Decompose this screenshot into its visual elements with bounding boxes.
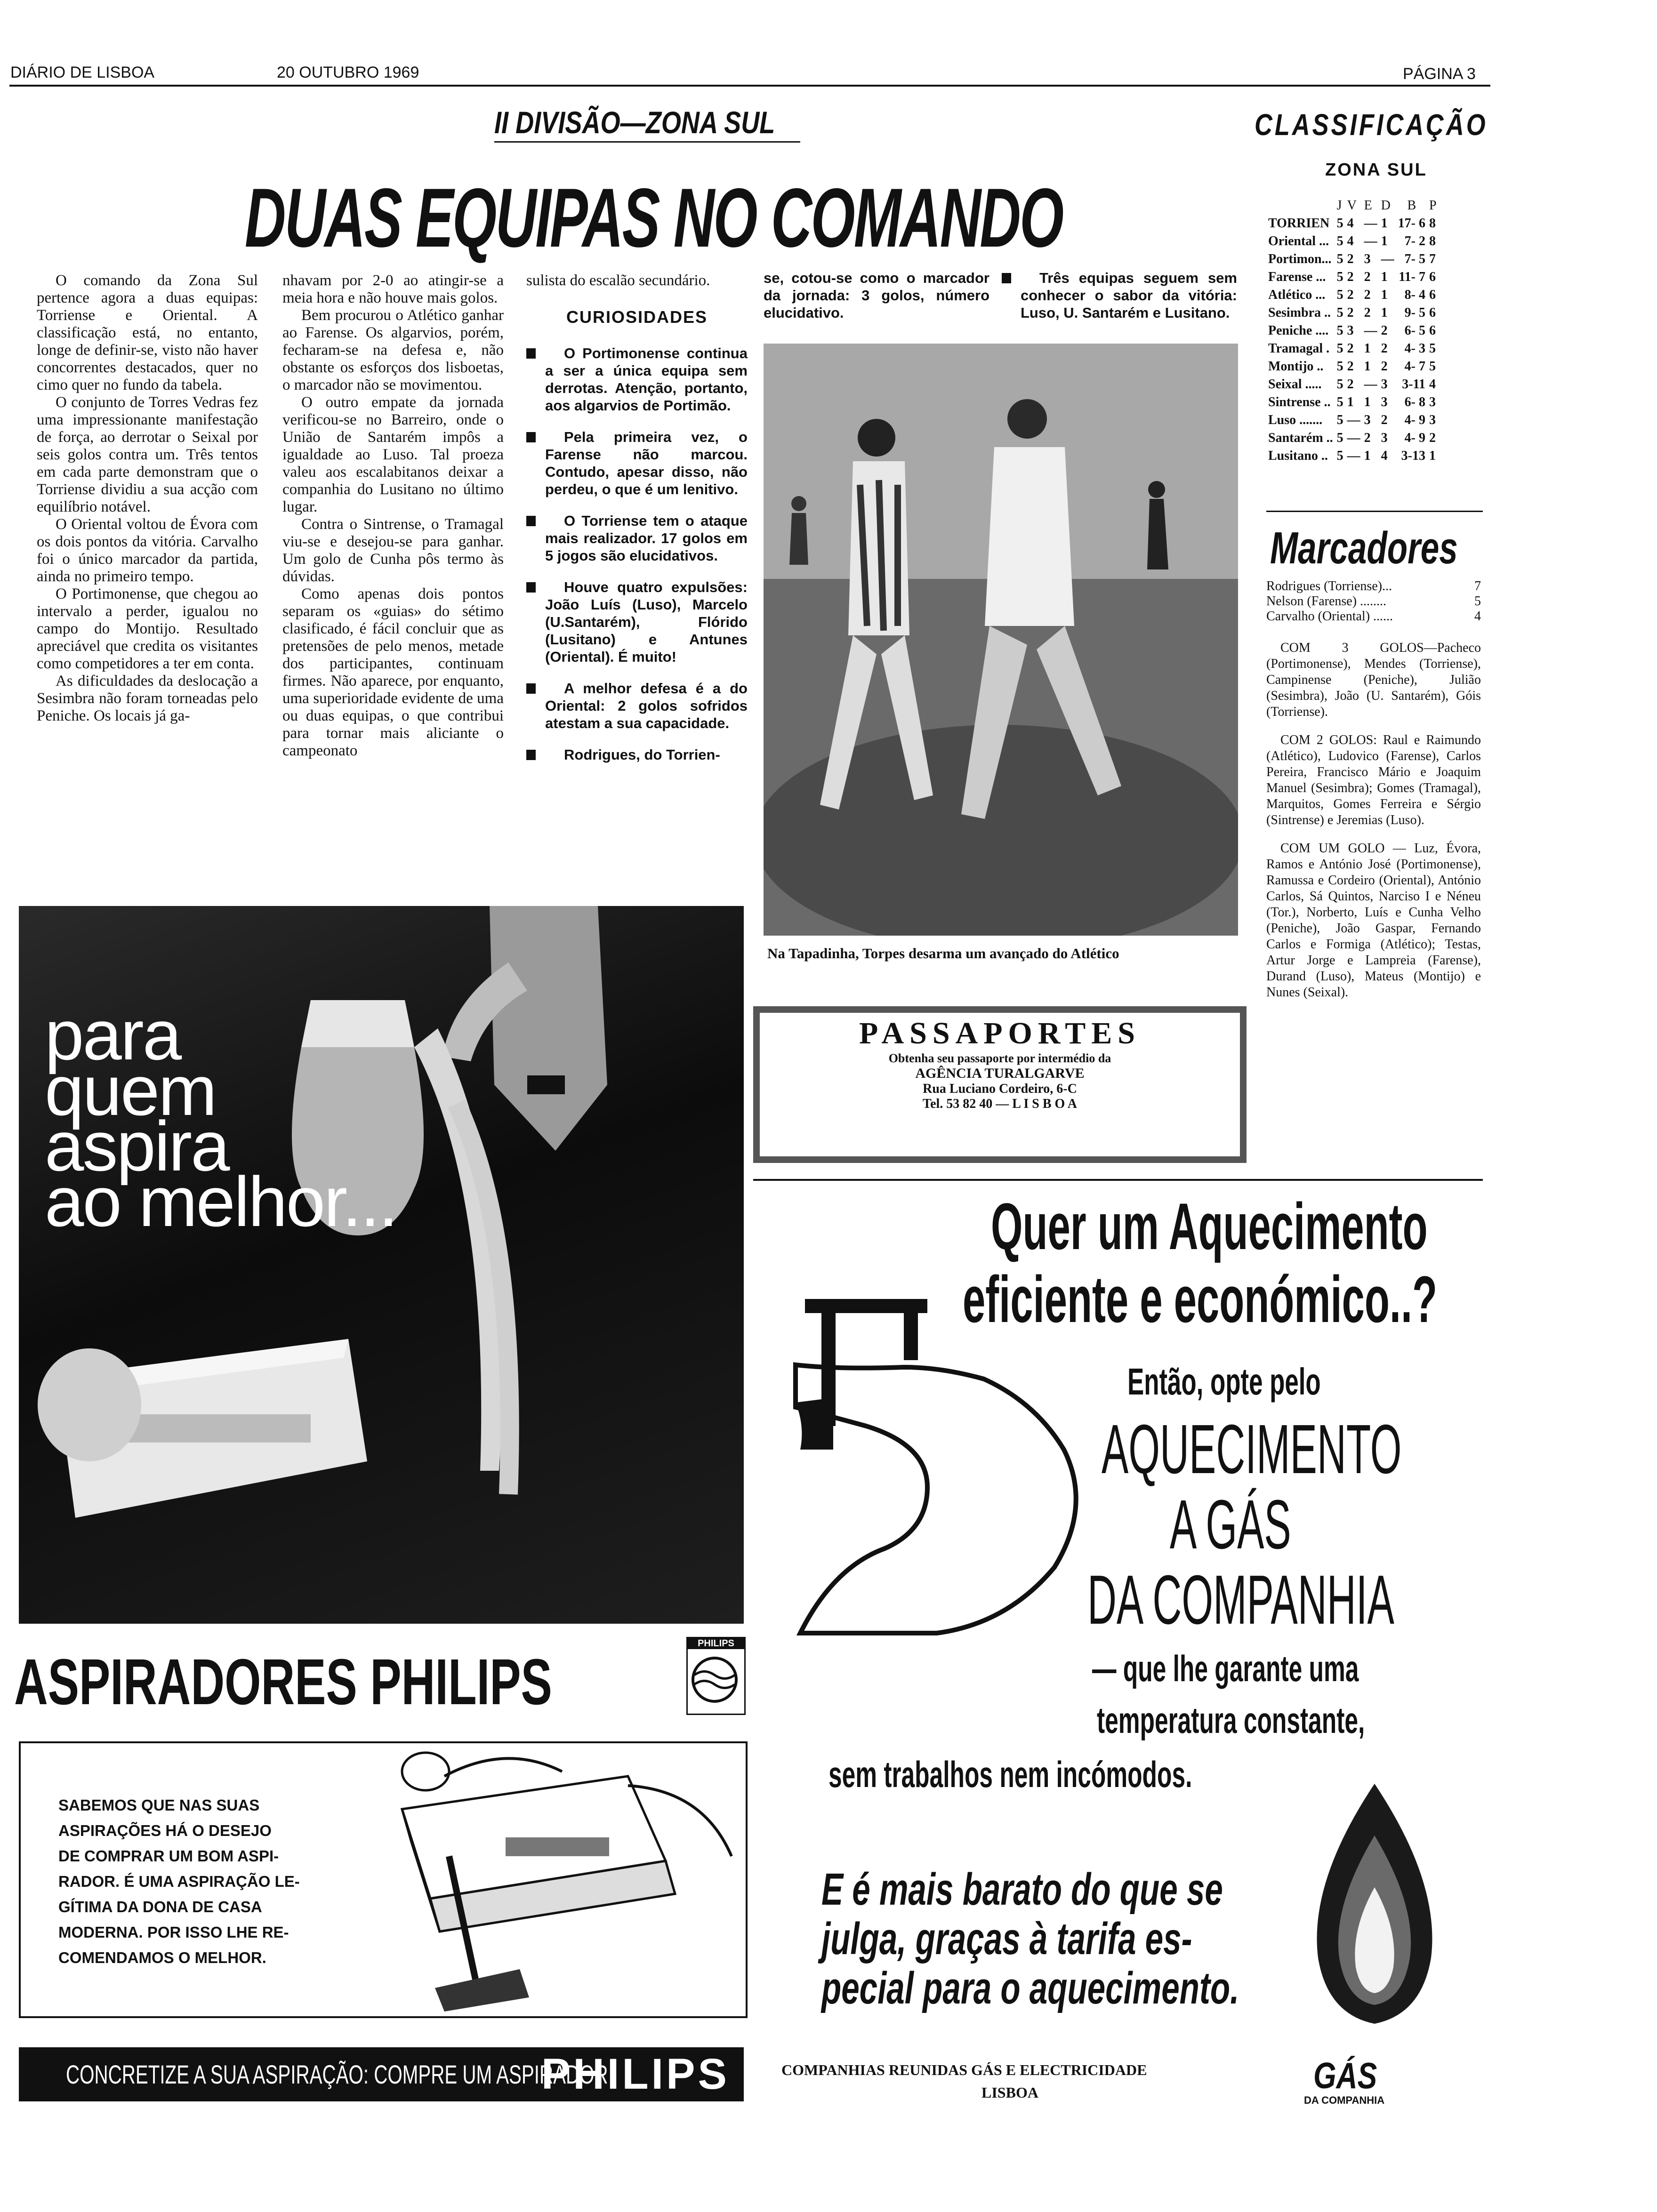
table-cell: 4- 3 (1404, 341, 1425, 356)
team-name: Montijo .. (1268, 359, 1324, 374)
gas-big-1: AQUECIMENTO (1102, 1411, 1402, 1488)
table-cell: 4 (1429, 377, 1436, 392)
scorer-name: Rodrigues (Torriense)... (1266, 579, 1392, 593)
table-cell: 2 (1347, 288, 1354, 302)
scorer-goals: 7 (1474, 579, 1481, 593)
body-line: MODERNA. POR ISSO LHE RE- (58, 1923, 289, 1941)
table-cell: 4- 9 (1404, 431, 1425, 445)
table-cell: 6 (1429, 270, 1436, 284)
article-column-1 (37, 272, 258, 725)
standings-subtitle: ZONA SUL (1325, 160, 1427, 180)
table-cell: 2 (1347, 359, 1354, 374)
table-cell: 1 (1381, 234, 1388, 248)
table-cell: 5 (1336, 413, 1343, 427)
table-cell: 2 (1347, 377, 1354, 392)
table-row (1266, 232, 1439, 250)
passport-title: PASSAPORTES (859, 1016, 1141, 1050)
table-cell: 5 (1336, 449, 1343, 463)
paragraph: sulista do escalão secundário. (526, 272, 710, 289)
table-cell: 6 (1429, 288, 1436, 302)
team-name: Santarém .. (1268, 431, 1333, 445)
table-cell: 2 (1347, 270, 1354, 284)
table-cell: 5 (1336, 234, 1343, 248)
table-cell: 3-11 (1402, 377, 1425, 392)
table-cell: — (1347, 449, 1360, 463)
table-cell: — (1364, 234, 1377, 248)
table-cell: 2 (1364, 431, 1371, 445)
table-cell: 3-13 (1401, 449, 1425, 463)
body-line: RADOR. É UMA ASPIRAÇÃO LE- (58, 1873, 300, 1890)
table-cell: — (1347, 431, 1360, 445)
photo-caption: Na Tapadinha, Torpes desarma um avançado do Atlético (767, 945, 1119, 962)
table-cell: 2 (1381, 323, 1388, 338)
column-header: J (1336, 198, 1342, 213)
philips-footer-brand: PHILIPS (541, 2050, 730, 2098)
scorers-title: Marcadores (1270, 523, 1458, 573)
table-cell: 7- 5 (1404, 252, 1425, 266)
team-name: Portimon... (1268, 252, 1332, 266)
team-name: Peniche .... (1268, 323, 1329, 338)
table-cell: 5 (1336, 359, 1343, 374)
table-cell: 5 (1336, 270, 1343, 284)
body-line: DE COMPRAR UM BOM ASPI- (58, 1847, 279, 1865)
philips-logo-text: PHILIPS (688, 1638, 744, 1649)
table-cell: 5 (1336, 288, 1343, 302)
paragraph: se, cotou-se como o marcador da jornada: 3 golos, número elucidativo. (764, 270, 989, 321)
team-name: Sesimbra .. (1268, 305, 1331, 320)
table-cell: 2 (1429, 431, 1436, 445)
article-column-2 (282, 272, 504, 760)
header-rule (9, 85, 1490, 87)
table-cell: 1 (1381, 305, 1388, 320)
philips-shield-icon (688, 1649, 741, 1710)
table-row (1266, 304, 1439, 322)
team-name: Luso ....... (1268, 413, 1323, 427)
gas-italic-2: julga, graças à tarifa es- (821, 1914, 1192, 1964)
passport-address: Rua Luciano Cordeiro, 6-C (923, 1082, 1077, 1096)
kicker-underline (494, 141, 800, 143)
table-row (1266, 268, 1439, 286)
article-column-4 (764, 269, 989, 321)
table-cell: 5 (1336, 341, 1343, 356)
philips-footer-text: CONCRETIZE A SUA ASPIRAÇÃO: COMPRE UM ASPIRADOR (66, 2060, 608, 2089)
slogan-line: quem (45, 1051, 216, 1130)
table-cell: 7 (1429, 252, 1436, 266)
slogan-line: aspira (45, 1106, 229, 1186)
table-row (1266, 376, 1439, 393)
team-name: Farense ... (1268, 270, 1326, 284)
table-cell: 2 (1364, 288, 1371, 302)
table-cell: 5 (1336, 252, 1343, 266)
list-item: O Portimonense continua a ser a única equipa sem derrotas. Atenção, portanto, aos algarvios de Portimão. (526, 345, 748, 414)
table-header-row (1266, 197, 1439, 215)
table-cell: 1 (1381, 270, 1388, 284)
philips-logo (686, 1637, 746, 1715)
scorers-list (1266, 640, 1481, 1013)
table-cell: 1 (1381, 288, 1388, 302)
table-cell: 5 (1336, 377, 1343, 392)
gas-heater-illustration (772, 1285, 1130, 1643)
team-name: Oriental ... (1268, 234, 1329, 248)
gas-question-2: eficiente e económico..? (963, 1262, 1438, 1336)
column-header: E (1364, 198, 1372, 213)
table-cell: 1 (1364, 341, 1371, 356)
scorer-goals: 5 (1474, 594, 1481, 609)
curiosities-title: CURIOSIDADES (566, 307, 708, 327)
table-cell: 7- 2 (1404, 234, 1425, 248)
gas-ad-top-rule (753, 1179, 1483, 1181)
paragraph: nhavam por 2-0 ao atingir-se a meia hora e não houve mais golos. (282, 272, 504, 306)
paper-name: DIÁRIO DE LISBOA (10, 64, 155, 81)
list-item: Três equipas seguem sem conhecer o sabor da vitória: Luso, U. Santarém e Lusitano. (1002, 269, 1237, 321)
top-scorers (1266, 579, 1481, 624)
scorer-goals: 4 (1474, 609, 1481, 624)
article-column-5 (1002, 269, 1237, 336)
list-item: Houve quatro expulsões: João Luís (Luso), Marcelo (U.Santarém), Flórido (Lusitano) e Antunes (Oriental). É muito! (526, 578, 748, 665)
table-row (1266, 447, 1439, 465)
paragraph: O outro empate da jornada verificou-se no Barreiro, onde o União de Santarém impôs a igualdade ao Luso. Tal proeza valeu aos escalabitanos deixar a companhia do Lusitano no último lugar. (282, 394, 504, 515)
table-cell: 1 (1364, 449, 1371, 463)
issue-date: 20 OUTUBRO 1969 (277, 64, 419, 81)
philips-headline: ASPIRADORES PHILIPS (14, 1646, 552, 1718)
standings-table (1266, 197, 1439, 465)
table-cell: 5 (1336, 216, 1343, 231)
slogan-line: para (45, 995, 181, 1074)
list-item: Rodrigues, do Torrien- (526, 746, 748, 763)
table-cell: 2 (1347, 305, 1354, 320)
paragraph: Bem procurou o Atlético ganhar ao Farense. Os algarvios, porém, fecharam-se na defesa e, não obstante os esforços dos lisboetas, o marcador não se movimentou. (282, 307, 504, 393)
table-cell: 6 (1429, 305, 1436, 320)
gas-tag-3: sem trabalhos nem incómodos. (828, 1754, 1192, 1795)
philips-text-box (19, 1741, 748, 2018)
passport-line: Obtenha seu passaporte por intermédio da (888, 1051, 1111, 1065)
slogan (45, 995, 397, 1241)
table-cell: 3 (1429, 413, 1436, 427)
table-row (1266, 322, 1439, 340)
body-line: COMENDAMOS O MELHOR. (58, 1949, 266, 1966)
scorer-name: Nelson (Farense) ........ (1266, 594, 1387, 609)
table-cell: — (1381, 252, 1394, 266)
vacuum-cleaner-icon (364, 1743, 741, 2012)
paragraph: O Portimonense, que chegou ao intervalo a perder, igualou no campo do Montijo. Resultado apreciável que credita os visitantes como competidores a ter em conta. (37, 585, 258, 672)
table-cell: 8 (1429, 234, 1436, 248)
standings-title: CLASSIFICAÇÃO (1255, 108, 1488, 142)
table-cell: 6 (1429, 323, 1436, 338)
paragraph: COM 2 GOLOS: Raul e Raimundo (Atlético), Ludovico (Farense), Carlos Pereira, Francisco Mário e Joaquim Manuel (Sesimbra); Gomes (Tramagal), Marquitos, Gomes Ferreira e Sérgio (Sintrense) e Jeremias (Luso). (1266, 733, 1481, 827)
standings-divider (1266, 511, 1483, 512)
table-cell: 1 (1381, 216, 1388, 231)
table-cell: 1 (1364, 395, 1371, 409)
match-photo-illustration (764, 344, 1238, 936)
table-cell: 3 (1429, 395, 1436, 409)
table-cell: 2 (1364, 270, 1371, 284)
team-name: Seixal ..... (1268, 377, 1322, 392)
table-cell: 1 (1429, 449, 1436, 463)
table-cell: 8- 4 (1404, 288, 1425, 302)
table-row (1266, 286, 1439, 304)
gas-italic-1: E é mais barato do que se (821, 1864, 1223, 1915)
table-cell: 5 (1429, 341, 1436, 356)
table-cell: — (1347, 413, 1360, 427)
gas-line-1: Então, opte pelo (1127, 1361, 1321, 1403)
gas-big-3: DA COMPANHIA (1087, 1561, 1394, 1639)
table-cell: 2 (1381, 413, 1388, 427)
gas-company: COMPANHIAS REUNIDAS GÁS E ELECTRICIDADE (781, 2061, 1147, 2078)
table-row (1266, 429, 1439, 447)
table-cell: 4 (1347, 216, 1354, 231)
curiosities-list (526, 345, 748, 763)
article-column-3 (526, 272, 748, 777)
team-name: TORRIEN (1268, 216, 1330, 231)
column-header: V (1347, 198, 1357, 213)
gas-big-2: A GÁS (1170, 1486, 1291, 1563)
team-name: Sintrense .. (1268, 395, 1331, 409)
gas-italic-3: pecial para o aquecimento. (821, 1963, 1239, 2013)
scorer-name: Carvalho (Oriental) ...... (1266, 609, 1393, 624)
table-cell: 6- 5 (1404, 323, 1425, 338)
team-name: Lusitano .. (1268, 449, 1328, 463)
table-row (1266, 411, 1439, 429)
table-cell: 5 (1429, 359, 1436, 374)
table-cell: 11- 7 (1399, 270, 1425, 284)
table-cell: 4 (1381, 449, 1388, 463)
table-cell: 4- 7 (1404, 359, 1425, 374)
table-cell: — (1364, 377, 1377, 392)
scorer-row (1266, 594, 1481, 609)
team-name: Tramagal . (1268, 341, 1330, 356)
table-cell: 2 (1347, 341, 1354, 356)
table-cell: 5 (1336, 395, 1343, 409)
paragraph: O comando da Zona Sul pertence agora a duas equipas: Torriense e Oriental. A classificação está, no entanto, longe de definir-se, visto não haver concorrentes destacados, quer no cimo quer no fundo da tabela. (37, 272, 258, 393)
table-row (1266, 250, 1439, 268)
gas-logo: GÁS (1313, 2055, 1377, 2096)
table-cell: 4- 9 (1404, 413, 1425, 427)
table-cell: 3 (1381, 395, 1388, 409)
list-item: Pela primeira vez, o Farense não marcou. Contudo, apesar disso, não perdeu, o que é um lenitivo. (526, 428, 748, 498)
article-headline: DUAS EQUIPAS NO COMANDO (245, 171, 1063, 264)
body-line: ASPIRAÇÕES HÁ O DESEJO (58, 1822, 272, 1839)
table-cell: 5 (1336, 323, 1343, 338)
gas-logo-sub: DA COMPANHIA (1304, 2094, 1385, 2106)
philips-footer (19, 2047, 744, 2101)
paragraph: Como apenas dois pontos separam os «guias» do sétimo clasificado, é fácil concluir que as pretensões de pelo menos, metade dos participantes, continuam firmes. Não aparece, por enquanto, uma superioridade evidente de uma ou duas equipas, o que contribui para tornar mais aliciante o campeonato (282, 585, 504, 759)
column-header: P (1429, 198, 1437, 213)
table-row (1266, 393, 1439, 411)
page-number: PÁGINA 3 (1403, 65, 1476, 83)
table-cell: 2 (1347, 252, 1354, 266)
list-item: O Torriense tem o ataque mais realizador. 17 golos em 5 jogos são elucidativos. (526, 512, 748, 564)
table-cell: 17- 6 (1398, 216, 1425, 231)
table-cell: 1 (1347, 395, 1354, 409)
table-cell: 2 (1381, 341, 1388, 356)
scorer-row (1266, 609, 1481, 624)
gas-flame-icon (1299, 1779, 1450, 2028)
paragraph: COM 3 GOLOS—Pacheco (Portimonense), Mendes (Torriense), Campinense (Peniche), Julião (Sesimbra), João (U. Santarém), Góis (Torriense). (1266, 641, 1481, 719)
paragraph: O Oriental voltou de Évora com os dois pontos da vitória. Carvalho foi o único marcador da partida, ainda no primeiro tempo. (37, 516, 258, 585)
slogan-line: ao melhor... (45, 1162, 397, 1241)
table-row (1266, 358, 1439, 376)
gas-question-1: Quer um Aquecimento (991, 1189, 1428, 1263)
gas-city: LISBOA (981, 2084, 1038, 2101)
passport-agency: AGÊNCIA TURALGARVE (915, 1066, 1085, 1081)
match-photo (764, 344, 1238, 936)
table-cell: 3 (1381, 377, 1388, 392)
team-name: Atlético ... (1268, 288, 1326, 302)
column-header: B (1407, 198, 1416, 213)
body-line: SABEMOS QUE NAS SUAS (58, 1796, 260, 1814)
table-cell: 3 (1381, 431, 1388, 445)
table-cell: 5 (1336, 431, 1343, 445)
table-cell: 9- 5 (1404, 305, 1425, 320)
article-kicker: II DIVISÃO—ZONA SUL (494, 105, 775, 140)
gas-tag-2: temperatura constante, (1097, 1699, 1365, 1741)
table-cell: — (1364, 216, 1377, 231)
table-cell: 2 (1364, 305, 1371, 320)
table-cell: 3 (1364, 413, 1371, 427)
table-cell: — (1364, 323, 1377, 338)
table-cell: 8 (1429, 216, 1436, 231)
table-cell: 1 (1364, 359, 1371, 374)
passport-phone: Tel. 53 82 40 — L I S B O A (922, 1097, 1078, 1111)
list-item: A melhor defesa é a do Oriental: 2 golos sofridos atestam a sua capacidade. (526, 680, 748, 732)
paragraph: O conjunto de Torres Vedras fez uma impressionante manifestação de força, ao derrotar o Seixal por seis golos contra um. Três tentos em cada parte demonstram que o Torriense dividiu a sua acção com equilíbrio notável. (37, 394, 258, 515)
table-row (1266, 215, 1439, 232)
scorer-row (1266, 579, 1481, 594)
column-header: D (1381, 198, 1391, 213)
paragraph: Contra o Sintrense, o Tramagal viu-se e desejou-se para ganhar. Um golo de Cunha pôs termo às dúvidas. (282, 516, 504, 585)
philips-ad-photo (19, 906, 744, 1624)
table-cell: 5 (1336, 305, 1343, 320)
gas-tag-1: — que lhe garante uma (1092, 1648, 1359, 1689)
table-cell: 4 (1347, 234, 1354, 248)
paragraph: COM UM GOLO — Luz, Évora, Ramos e António José (Portimonense), Ramussa e Cordeiro (Oriental), António Carlos, Sá Quintos, Narciso I e Néneu (Tor.), Norberto, Luís e Cunha Velho (Peniche), João Gaspar, Fernando Carlos e Formiga (Atlético); Testas, Artur Jorge e Lampreia (Farense), Durand (Luso), Mateus (Montijo) e Nunes (Seixal). (1266, 841, 1481, 1000)
table-row (1266, 340, 1439, 358)
table-cell: 3 (1347, 323, 1354, 338)
paragraph: As dificuldades da deslocação a Sesimbra não foram torneadas pelo Peniche. Os locais já ga- (37, 673, 258, 724)
body-line: GÍTIMA DA DONA DE CASA (58, 1898, 262, 1915)
table-cell: 2 (1381, 359, 1388, 374)
passport-ad (753, 1006, 1247, 1163)
philips-body (58, 1793, 300, 1971)
table-cell: 6- 8 (1404, 395, 1425, 409)
table-cell: 3 (1364, 252, 1371, 266)
